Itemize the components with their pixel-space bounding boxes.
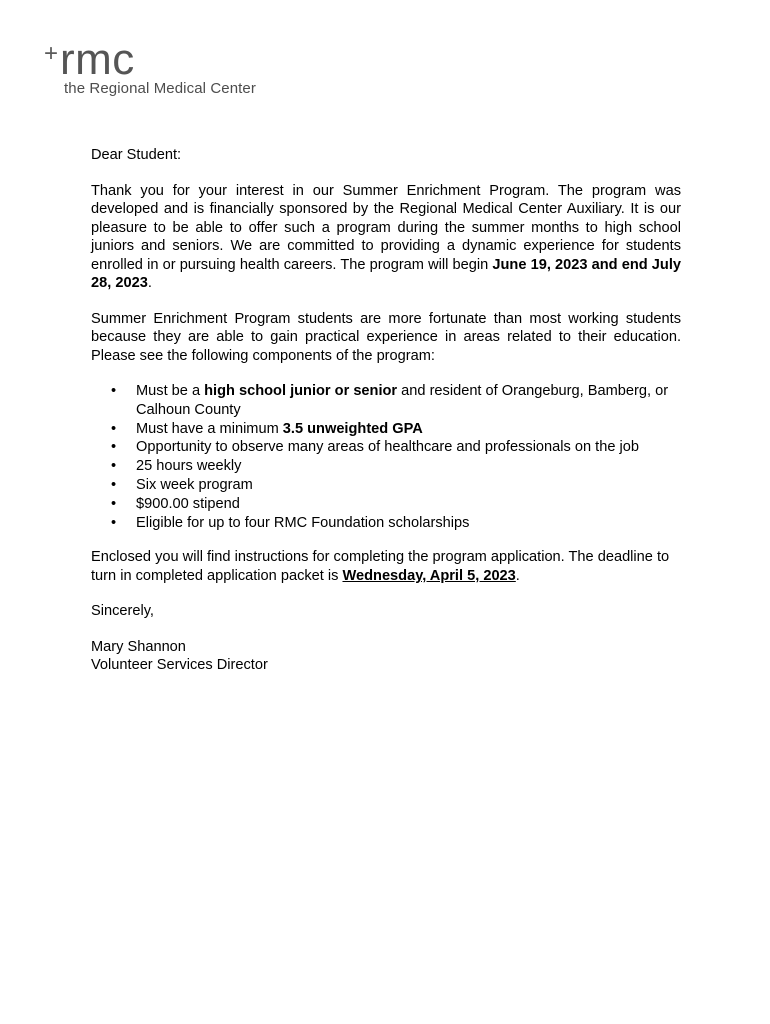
deadline-text: Enclosed you will find instructions for completing the program application. The deadline to turn in completed application packet is	[91, 549, 670, 584]
list-item: • $900.00 stipend	[111, 495, 240, 512]
program-components-list	[91, 382, 681, 532]
program-dates: June 19, 2023 and end July 28, 2023	[91, 256, 682, 291]
list-item: • Six week program	[111, 476, 253, 493]
components-paragraph: Summer Enrichment Program students are more fortunate than most working students because they are able to gain practical experience in areas related to their education. Please see the following components of the program:	[91, 310, 681, 364]
signer-name: Mary Shannon	[91, 638, 186, 655]
deadline-paragraph	[91, 548, 681, 585]
letter-body	[91, 146, 681, 675]
list-item: • Must have a minimum 3.5 unweighted GPA	[111, 420, 423, 437]
logo-subtitle: the Regional Medical Center	[64, 80, 256, 97]
intro-text: Thank you for your interest in our Summer Enrichment Program. The program was developed and is financially sponsored by the Regional Medical Center Auxiliary. It is our pleasure to be able to offer such a program during the summer months to high school juniors and seniors. We are committed to providing a dynamic experience for students enrolled in or pursuing health careers. The program will begin	[91, 182, 681, 273]
bullet-icon: •	[111, 439, 117, 456]
closing: Sincerely,	[91, 603, 154, 620]
bullet-icon: •	[111, 495, 117, 512]
bullet-icon: •	[111, 514, 117, 531]
list-item: • 25 hours weekly	[111, 458, 242, 475]
application-deadline: Wednesday, April 5, 2023	[342, 567, 516, 584]
list-item: • Eligible for up to four RMC Foundation scholarships	[111, 514, 470, 531]
greeting: Dear Student:	[91, 147, 182, 163]
intro-end: .	[147, 275, 152, 291]
deadline-end: .	[515, 567, 520, 584]
bullet-icon: •	[111, 458, 117, 475]
list-item: • Opportunity to observe many areas of healthcare and professionals on the job	[111, 439, 639, 456]
bullet-icon: •	[111, 420, 117, 437]
signature-block	[91, 602, 681, 675]
signer-title: Volunteer Services Director	[91, 657, 268, 674]
plus-icon: +	[44, 40, 59, 67]
bullet-icon: •	[111, 476, 117, 493]
logo-wordmark: rmc	[60, 35, 135, 84]
list-item: • Must be a high school junior or senior and resident of Orangeburg, Bamberg, or Calhoun County	[111, 383, 669, 418]
intro-paragraph	[91, 182, 681, 293]
bullet-icon: •	[111, 383, 117, 399]
rmc-logo	[44, 36, 274, 106]
